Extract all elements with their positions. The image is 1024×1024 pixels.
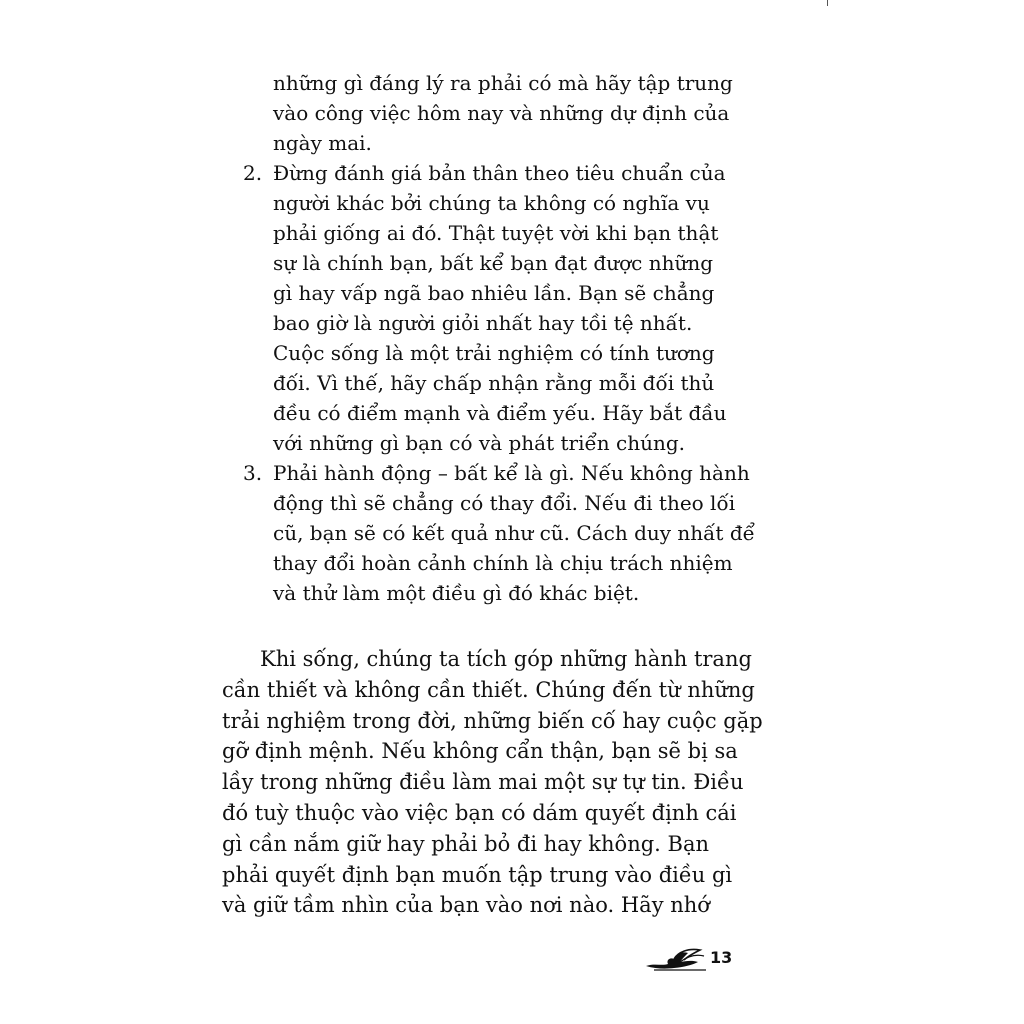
page-edge-mark [827, 0, 828, 6]
text-line: đều có điểm mạnh và điểm yếu. Hãy bắt đầu [273, 401, 727, 425]
numbered-list [238, 68, 755, 608]
text-line: bao giờ là người giỏi nhất hay tồi tệ nhất. [273, 311, 693, 335]
text-line: Phải hành động – bất kể là gì. Nếu không hành [273, 461, 750, 485]
text-line: đó tuỳ thuộc vào việc bạn có dám quyết định cái [222, 800, 737, 825]
text-line: lầy trong những điều làm mai một sự tự tin. Điều [222, 770, 744, 795]
text-line: trải nghiệm trong đời, những biến cố hay cuộc gặp [222, 708, 763, 733]
list-item-continuation [238, 68, 738, 158]
text-line: với những gì bạn có và phát triển chúng. [273, 431, 686, 455]
text-line: cần thiết và không cần thiết. Chúng đến từ những [222, 677, 755, 702]
text-line: động thì sẽ chẳng có thay đổi. Nếu đi theo lối [273, 491, 736, 515]
text-line: vào công việc hôm nay và những dự định của [273, 101, 730, 125]
text-line: phải giống ai đó. Thật tuyệt vời khi bạn thật [273, 221, 719, 245]
text-line: Đừng đánh giá bản thân theo tiêu chuẩn của [273, 161, 726, 185]
text-line: Cuộc sống là một trải nghiệm có tính tương [273, 341, 715, 365]
text-line: sự là chính bạn, bất kể bạn đạt được những [273, 251, 714, 275]
list-item-3 [238, 458, 755, 608]
bird-ornament-icon [644, 944, 708, 974]
body-paragraph [222, 644, 763, 921]
text-line: và thử làm một điều gì đó khác biệt. [273, 581, 640, 605]
text-line: phải quyết định bạn muốn tập trung vào điều gì [222, 862, 733, 887]
list-item-number: 2. [243, 161, 263, 185]
page-footer [644, 944, 734, 974]
text-line: Khi sống, chúng ta tích góp những hành trang [260, 647, 752, 671]
text-line: gì cần nắm giữ hay phải bỏ đi hay không. Bạn [222, 831, 709, 856]
text-line: những gì đáng lý ra phải có mà hãy tập trung [273, 71, 733, 95]
text-line: thay đổi hoàn cảnh chính là chịu trách nhiệm [273, 551, 733, 575]
text-line: gì hay vấp ngã bao nhiêu lần. Bạn sẽ chẳng [273, 281, 715, 305]
text-line: cũ, bạn sẽ có kết quả như cũ. Cách duy nhất để [273, 521, 755, 545]
list-item-number: 3. [243, 461, 263, 485]
text-line: đối. Vì thế, hãy chấp nhận rằng mỗi đối thủ [273, 371, 715, 395]
page-number: 13 [710, 948, 733, 967]
text-line: gỡ định mệnh. Nếu không cẩn thận, bạn sẽ bị sa [222, 739, 738, 764]
text-line: ngày mai. [273, 131, 372, 155]
list-item-2 [238, 158, 738, 458]
text-line: và giữ tầm nhìn của bạn vào nơi nào. Hãy nhớ [222, 893, 710, 918]
text-line: người khác bởi chúng ta không có nghĩa vụ [273, 191, 710, 215]
